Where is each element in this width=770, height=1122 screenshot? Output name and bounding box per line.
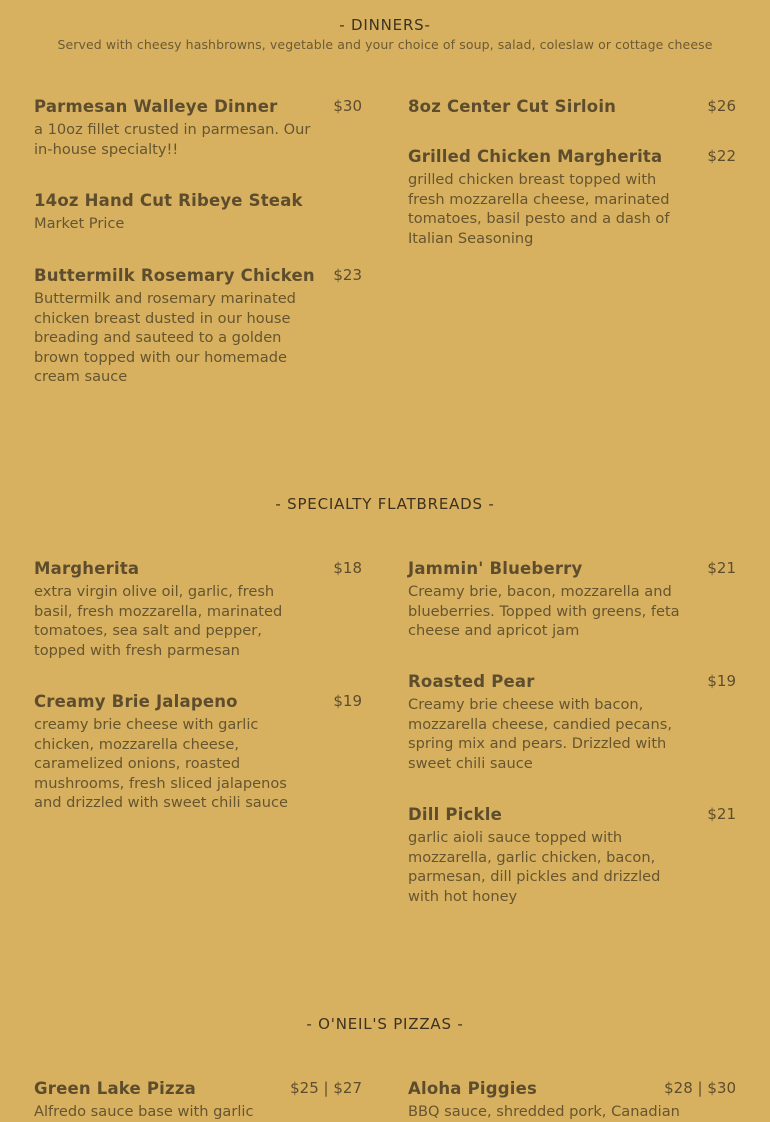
item-price: $30 — [333, 97, 362, 115]
dinners-subtitle: Served with cheesy hashbrowns, vegetable and your choice of soup, salad, coleslaw or cottage cheese — [57, 37, 713, 52]
item-price: $25 | $27 — [290, 1079, 362, 1097]
item-description: grilled chicken breast topped with fresh mozzarella cheese, marinated tomatoes, basil pesto and a dash of Italian Seasoning — [408, 171, 670, 247]
item-description: extra virgin olive oil, garlic, fresh basil, fresh mozzarella, marinated tomatoes, sea salt and pepper, topped with fresh parmesan — [34, 583, 283, 659]
menu-item-green-lake-pizza — [34, 1079, 362, 1122]
menu-item-margherita-flatbread — [34, 559, 362, 660]
item-name: Jammin' Blueberry — [408, 559, 583, 578]
item-price: $19 — [707, 672, 736, 690]
flatbreads-heading: - SPECIALTY FLATBREADS - — [275, 495, 495, 513]
menu-item-aloha-piggies — [408, 1079, 736, 1122]
item-description: Buttermilk and rosemary marinated chicken breast dusted in our house breading and sauteed to a golden brown topped with our homemade cream sauce — [34, 290, 296, 385]
menu-item-roasted-pear — [408, 672, 736, 773]
item-description: garlic aioli sauce topped with mozzarella, garlic chicken, bacon, parmesan, dill pickles and drizzled with hot honey — [408, 829, 661, 905]
item-name: Roasted Pear — [408, 672, 535, 691]
menu-item-ribeye-steak — [34, 191, 362, 234]
item-name: Aloha Piggies — [408, 1079, 538, 1098]
menu-item-creamy-brie-jalapeno — [34, 692, 362, 813]
menu-item-jammin-blueberry — [408, 559, 736, 641]
item-description: Alfredo sauce base with garlic — [34, 1103, 254, 1120]
item-description: Creamy brie, bacon, mozzarella and blueberries. Topped with greens, feta cheese and apricot jam — [408, 583, 680, 639]
item-name: Creamy Brie Jalapeno — [34, 692, 238, 711]
pizzas-heading: - O'NEIL'S PIZZAS - — [306, 1015, 464, 1033]
item-price: $18 — [333, 559, 362, 577]
item-description: Market Price — [34, 215, 125, 232]
menu-item-dill-pickle — [408, 805, 736, 906]
item-description: creamy brie cheese with garlic chicken, mozzarella cheese, caramelized onions, roasted mushrooms, fresh sliced jalapenos and drizzled with sweet chili sauce — [34, 716, 289, 811]
item-name: 14oz Hand Cut Ribeye Steak — [34, 191, 303, 210]
item-name: Green Lake Pizza — [34, 1079, 196, 1098]
item-price: $26 — [707, 97, 736, 115]
item-price: $21 — [707, 805, 736, 823]
item-name: Parmesan Walleye Dinner — [34, 97, 278, 116]
menu-item-buttermilk-chicken — [34, 266, 362, 387]
item-name: Dill Pickle — [408, 805, 502, 824]
item-description: BBQ sauce, shredded pork, Canadian — [408, 1103, 680, 1120]
item-price: $22 — [707, 147, 736, 165]
item-price: $28 | $30 — [664, 1079, 736, 1097]
item-description: Creamy brie cheese with bacon, mozzarella cheese, candied pecans, spring mix and pears. Drizzled with sweet chili sauce — [408, 696, 672, 772]
menu-item-center-cut-sirloin — [408, 97, 736, 116]
item-price: $19 — [333, 692, 362, 710]
item-name: Buttermilk Rosemary Chicken — [34, 266, 315, 285]
item-price: $21 — [707, 559, 736, 577]
item-description: a 10oz fillet crusted in parmesan. Our in-house specialty!! — [34, 121, 311, 158]
item-name: Grilled Chicken Margherita — [408, 147, 663, 166]
item-price: $23 — [333, 266, 362, 284]
menu-item-parmesan-walleye — [34, 97, 362, 159]
menu-item-chicken-margherita — [408, 147, 736, 248]
item-name: 8oz Center Cut Sirloin — [408, 97, 617, 116]
item-name: Margherita — [34, 559, 140, 578]
dinners-heading: - DINNERS- — [339, 16, 431, 34]
